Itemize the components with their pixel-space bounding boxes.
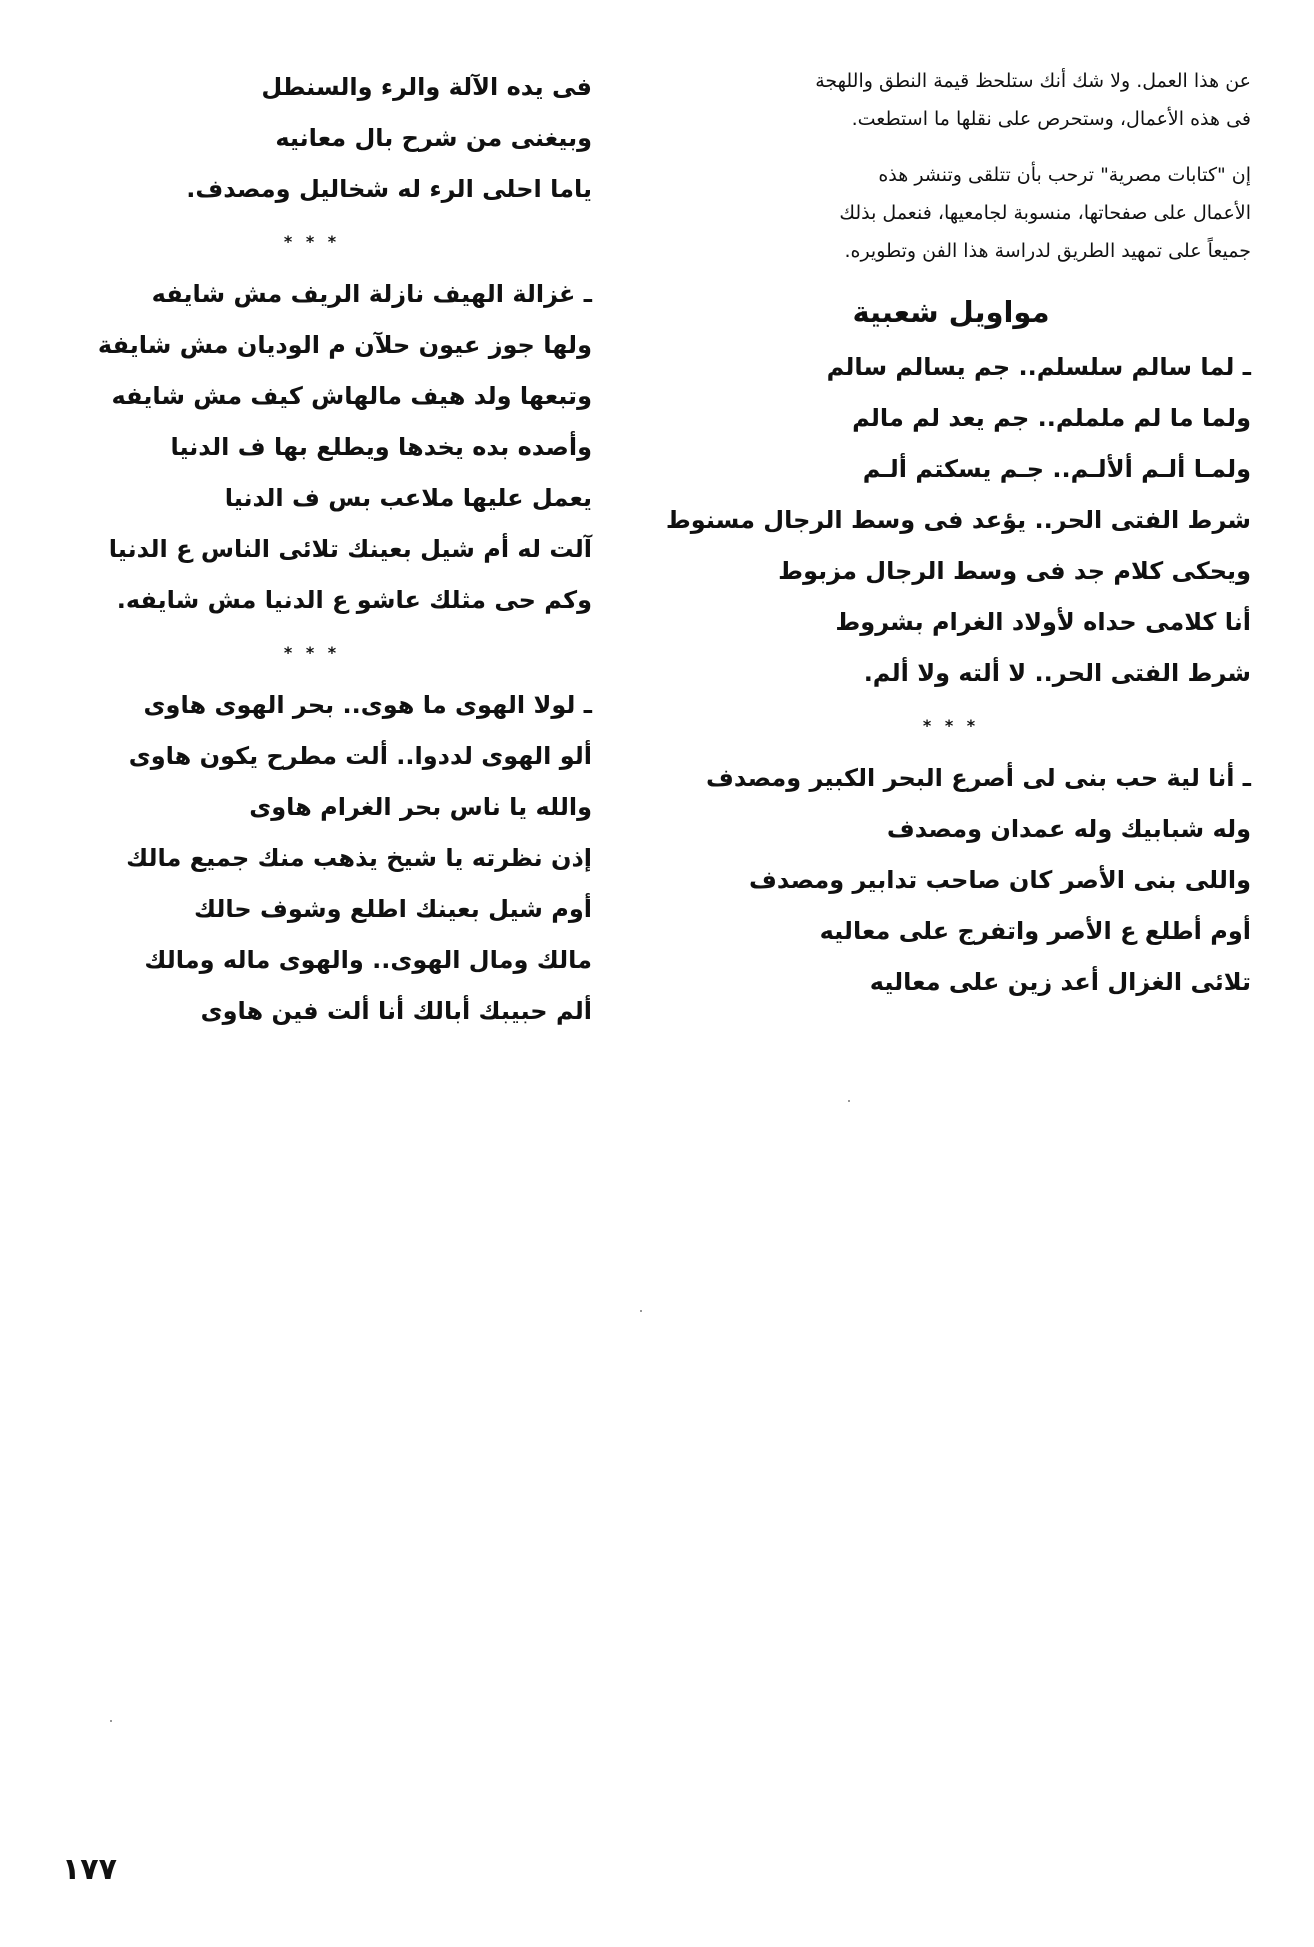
section-heading: مواويل شعبية xyxy=(852,295,1050,329)
poem-2-continued xyxy=(32,62,592,215)
verse-line: يعمل عليها ملاعب بس ف الدنيا xyxy=(224,484,592,512)
verse-line: والله يا ناس بحر الغرام هاوى xyxy=(249,793,592,821)
verse-line: ـ لولا الهوى ما هوى.. بحر الهوى هاوى xyxy=(143,691,592,719)
verse-line: مالك ومال الهوى.. والهوى ماله ومالك xyxy=(144,946,592,974)
intro-paragraph-1 xyxy=(651,62,1251,138)
verse-line: إذن نظرته يا شيخ يذهب منك جميع مالك xyxy=(126,844,592,872)
verse-line: ألو الهوى لددوا.. ألت مطرح يكون هاوى xyxy=(128,742,592,770)
verse-line: ألم حبيبك أبالك أنا ألت فين هاوى xyxy=(200,997,592,1025)
verse-line: وبيغنى من شرح بال معانيه xyxy=(275,124,592,152)
verse-line: آلت له أم شيل بعينك تلائى الناس ع الدنيا xyxy=(108,535,592,563)
verse-line: أنا كلامى حداه لأولاد الغرام بشروط xyxy=(835,608,1251,636)
poem-3 xyxy=(32,269,592,626)
verse-line: واللى بنى الأصر كان صاحب تدابير ومصدف xyxy=(748,866,1251,894)
prose-line: فى هذه الأعمال، وستحرص على نقلها ما استطعت. xyxy=(851,108,1251,130)
verse-line: شرط الفتى الحر.. يؤعد فى وسط الرجال مسنوط xyxy=(665,506,1251,534)
prose-line: إن "كتابات مصرية" ترحب بأن تتلقى وتنشر هذه xyxy=(878,164,1251,186)
verse-line: فى يده الآلة والرء والسنطل xyxy=(261,73,592,101)
verse-line: تلائى الغزال أعد زين على معاليه xyxy=(869,968,1251,996)
section-separator: * * * xyxy=(922,716,980,735)
verse-line: ـ غزالة الهيف نازلة الريف مش شايفه xyxy=(151,280,592,308)
verse-line: ولما ما لم ململم.. جم يعد لم مالم xyxy=(852,404,1251,432)
verse-line: ـ لما سالم سلسلم.. جم يسالم سالم xyxy=(826,353,1251,381)
verse-line: ويحكى كلام جد فى وسط الرجال مزبوط xyxy=(778,557,1251,585)
scan-speck xyxy=(110,1720,112,1722)
verse-line: ولها جوز عيون حلآن م الوديان مش شايفة xyxy=(97,331,592,359)
intro-paragraph-2 xyxy=(651,156,1251,270)
page-number: ١٧٧ xyxy=(62,1852,117,1887)
prose-line: عن هذا العمل. ولا شك أنك ستلحظ قيمة النطق واللهجة xyxy=(815,70,1251,92)
verse-line: ولمـا ألـم ألألـم.. جـم يسكتم ألـم xyxy=(862,455,1251,483)
verse-line: أوم شيل بعينك اطلع وشوف حالك xyxy=(194,895,592,923)
verse-line: وتبعها ولد هيف مالهاش كيف مش شايفه xyxy=(111,382,592,410)
prose-line: جميعاً على تمهيد الطريق لدراسة هذا الفن وتطويره. xyxy=(844,240,1251,262)
scan-speck xyxy=(640,1310,642,1312)
right-column xyxy=(651,62,1251,1008)
verse-line: وكم حى مثلك عاشو ع الدنيا مش شايفه. xyxy=(116,586,592,614)
verse-line: ـ أنا لية حب بنى لى أصرع البحر الكبير ومصدف xyxy=(706,764,1251,792)
prose-line: الأعمال على صفحاتها، منسوبة لجامعيها، فنعمل بذلك xyxy=(839,202,1251,224)
verse-line: وله شبابيك وله عمدان ومصدف xyxy=(886,815,1251,843)
verse-line: وأصده بده يخدها ويطلع بها ف الدنيا xyxy=(170,433,592,461)
scan-speck xyxy=(848,1100,850,1102)
verse-line: أوم أطلع ع الأصر واتفرج على معاليه xyxy=(819,917,1251,945)
verse-line: ياما احلى الرء له شخاليل ومصدف. xyxy=(186,175,592,203)
poem-2 xyxy=(651,753,1251,1008)
section-separator: * * * xyxy=(283,643,341,662)
verse-line: شرط الفتى الحر.. لا ألته ولا ألم. xyxy=(863,659,1251,687)
section-separator: * * * xyxy=(283,232,341,251)
left-column xyxy=(32,62,592,1037)
poem-4 xyxy=(32,680,592,1037)
poem-1 xyxy=(651,342,1251,699)
